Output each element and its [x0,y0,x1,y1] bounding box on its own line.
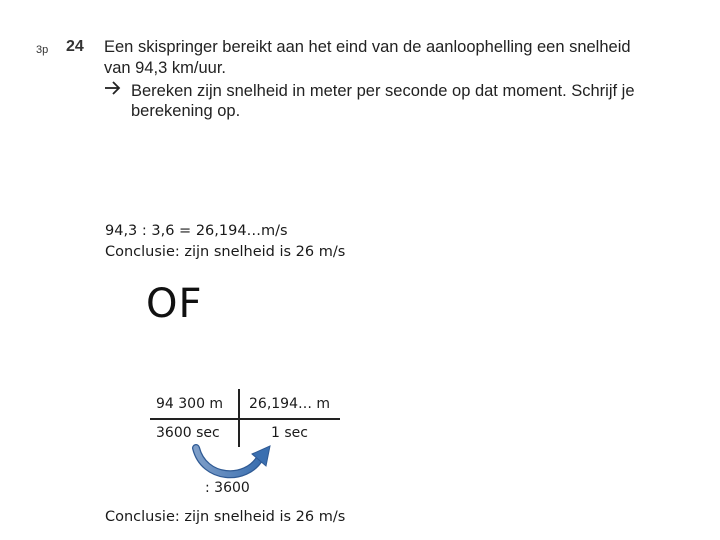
question-number: 24 [66,38,84,55]
operation-label: : 3600 [205,480,250,496]
task-text-line-1: Bereken zijn snelheid in meter per seconde op dat moment. Schrijf je [131,82,635,100]
calculation-line: 94,3 : 3,6 = 26,194…m/s [105,223,288,239]
task-text-line-2: berekening op. [131,102,241,120]
table-cell-top-right: 26,194… m [249,396,331,412]
question-text-line-2: van 94,3 km/uur. [104,59,226,77]
or-label: OF [146,281,203,327]
table-cell-top-left: 94 300 m [156,396,224,412]
arrow-right-icon [104,80,122,101]
table-cell-bottom-right: 1 sec [271,425,308,441]
conclusion-line-2: Conclusie: zijn snelheid is 26 m/s [105,509,346,525]
question-text-line-1: Een skispringer bereikt aan het eind van de aanloophelling een snelheid [104,38,631,56]
table-cell-bottom-left: 3600 sec [156,425,220,441]
points-label: 3p [36,44,49,56]
table-horizontal-divider [150,418,340,420]
conclusion-line: Conclusie: zijn snelheid is 26 m/s [105,244,346,260]
